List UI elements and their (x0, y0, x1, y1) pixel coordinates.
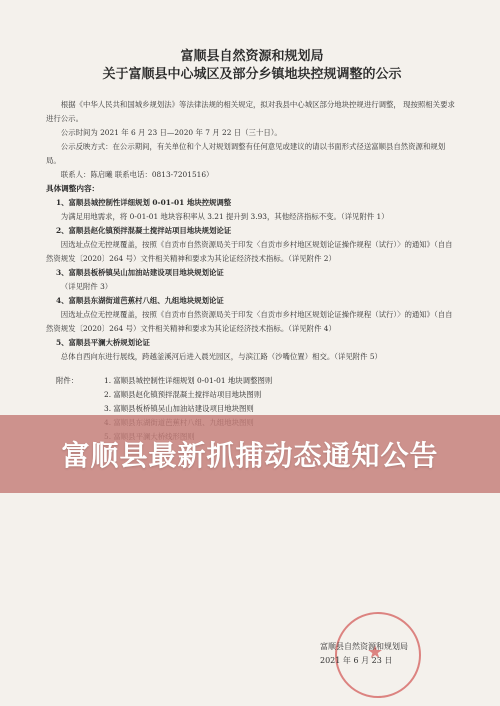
attachments-label: 附件： (56, 376, 79, 385)
doc-title-line2: 关于富顺县中心城区及部分乡镇地块控规调整的公示 (102, 67, 402, 82)
item-5-body: 总体自西向东进行展线，跨越釜溪河后进入晨光园区，与滨江路（沙嘴位置）相交。（详见附件 5） (60, 352, 382, 361)
signature-org: 富顺县自然资源和规划局 (320, 642, 408, 651)
item-2-title: 2、富顺县赵化镇预拌混凝土搅拌站项目地块规划论证 (56, 226, 232, 235)
feedback-paragraph: 公示反映方式：在公示期间，有关单位和个人对规划调整有任何意见或建议的请以书面形式径送富顺县自然资源和规划局。 (46, 142, 446, 165)
attachment-item: 1. 富顺县城控制性详细规划 0-01-01 地块调整图则 (104, 376, 273, 385)
banner-text: 富顺县最新抓捕动态通知公告 (61, 439, 439, 472)
item-3-title: 3、富顺县板桥镇吴山加油站建设项目地块规划论证 (56, 268, 224, 277)
item-4-body: 因选址点位无控规覆盖，按照《自贡市自然资源局关于印发〈自贡市乡村地区规划论证操作规程（试行）〉的通知》（自自然资规发〔2020〕264 号）文件相关精神和要求为其论证经济技术指标。（详见附件 4） (46, 310, 453, 333)
item-2-body: 因选址点位无控规覆盖，按照《自贡市自然资源局关于印发〈自贡市乡村地区规划论证操作规程（试行）〉的通知》（自自然资规发〔2020〕264 号）文件相关精神和要求为其论证经济技术指标。（详见附件 2） (46, 240, 453, 263)
notice-document (46, 48, 458, 444)
doc-title-line1: 富顺县自然资源和规划局 (180, 49, 324, 64)
item-1-title: 1、富顺县城控制性详细规划 0-01-01 地块控规调整 (56, 198, 232, 207)
signature-block (320, 640, 460, 668)
item-5-title: 5、富顺县平澜大桥规划论证 (56, 338, 150, 347)
attachment-item: 3. 富顺县板桥镇吴山加油站建设项目地块图则 (104, 404, 254, 413)
intro-paragraph: 根据《中华人民共和国城乡规划法》等法律法规的相关规定，拟对我县中心城区部分地块控规进行调整， 现按照相关要求进行公示。 (46, 100, 455, 123)
item-1-body: 为满足用地需求，将 0-01-01 地块容积率从 3.21 提升到 3.93，其他经济指标不变。（详见附件 1） (60, 212, 389, 221)
period-paragraph: 公示时间为 2021 年 6 月 23 日—2020 年 7 月 22 日（三十日）。 (60, 128, 282, 137)
headline-banner (0, 415, 500, 493)
contact-paragraph: 联系人：陈启曦 联系电话：0813-7201516） (60, 170, 214, 179)
signature-date: 2021 年 6 月 23 日 (320, 656, 393, 665)
item-4-title: 4、富顺县东湖街道芭蕉村八组、九组地块规划论证 (56, 296, 224, 305)
attachment-item: 2. 富顺县赵化镇预拌混凝土搅拌站项目地块图则 (104, 390, 262, 399)
item-3-body: （详见附件 3） (60, 282, 113, 291)
content-heading: 具体调整内容： (46, 184, 100, 193)
